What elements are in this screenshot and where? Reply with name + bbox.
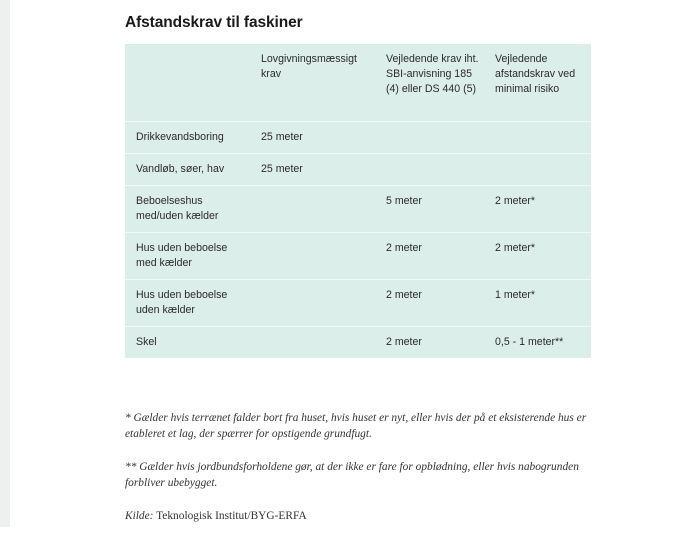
header-cell-minimal-risk: Vejledende afstandskrav ved minimal risiko [495, 53, 576, 95]
section-heading: Afstandskrav til faskiner [125, 14, 303, 31]
row-label: Beboelseshus med/uden kælder [125, 186, 250, 233]
footnote-single-asterisk: * Gælder hvis terrænet falder bort fra huset, hvis huset er nyt, eller hvis der på et eksisterende hus er etableret et lag, der spærrer for opstigende grundfugt. [125, 412, 587, 440]
cell-value: 25 meter [250, 154, 377, 186]
row-label: Hus uden beboelse med kælder [125, 233, 250, 280]
table-header-row [125, 44, 591, 122]
table-row [125, 233, 591, 280]
header-cell-empty [125, 44, 250, 122]
header-cell-sbi: Vejledende krav iht. SBI-anvisning 185 (4) eller DS 440 (5) [386, 53, 479, 95]
row-label: Drikkevandsboring [125, 122, 250, 154]
row-label: Skel [125, 327, 250, 359]
table-row [125, 186, 591, 233]
table-row [125, 280, 591, 327]
table-row [125, 122, 591, 154]
cell-value: 5 meter [377, 186, 486, 233]
cell-value [486, 122, 591, 154]
cell-value [250, 186, 377, 233]
row-label: Vandløb, søer, hav [125, 154, 250, 186]
footnotes [125, 410, 591, 524]
cell-value: 0,5 - 1 meter** [486, 327, 591, 359]
cell-value: 2 meter [377, 233, 486, 280]
cell-value [377, 122, 486, 154]
source-line [125, 508, 591, 524]
cell-value: 1 meter* [486, 280, 591, 327]
cell-value [250, 233, 377, 280]
source-label: Kilde: [125, 510, 154, 522]
cell-value: 2 meter* [486, 233, 591, 280]
cell-value: 25 meter [250, 122, 377, 154]
footnote-double-asterisk: ** Gælder hvis jordbundsforholdene gør, at der ikke er fare for opblødning, eller hvis nabogrunden forbliver ubebygget. [125, 461, 579, 489]
cell-value [250, 327, 377, 359]
header-cell-legal: Lovgivningsmæssigt krav [261, 53, 357, 80]
cell-value [377, 154, 486, 186]
cell-value: 2 meter [377, 327, 486, 359]
table-row [125, 327, 591, 359]
cell-value [486, 154, 591, 186]
distance-requirements-table [125, 44, 591, 358]
source-text: Teknologisk Institut/BYG-ERFA [156, 510, 307, 522]
cell-value [250, 280, 377, 327]
cell-value: 2 meter* [486, 186, 591, 233]
left-margin-rail [0, 0, 10, 527]
table-row [125, 154, 591, 186]
row-label: Hus uden beboelse uden kælder [125, 280, 250, 327]
article-content [125, 14, 591, 541]
cell-value: 2 meter [377, 280, 486, 327]
